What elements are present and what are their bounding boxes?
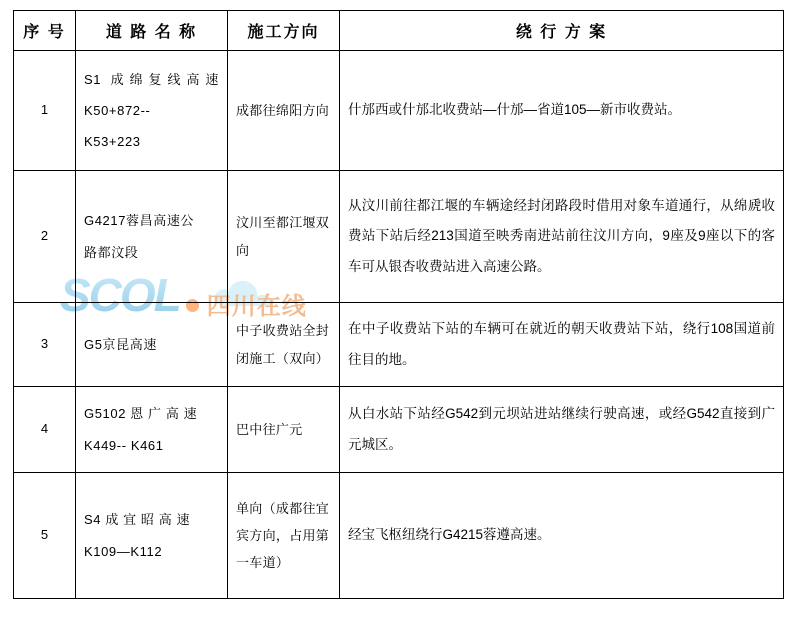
table-row: [14, 171, 784, 303]
table-row: [14, 51, 784, 171]
road-construction-table: [13, 10, 784, 599]
row-number: 3: [14, 303, 76, 387]
road-name-line: S4 成 宜 昭 高 速: [84, 512, 191, 528]
detour-plan: 什邡西或什邡北收费站—什邡—省道105—新市收费站。: [340, 51, 784, 171]
detour-plan: 在中子收费站下站的车辆可在就近的朝天收费站下站，绕行108国道前往目的地。: [340, 303, 784, 387]
road-name-line: G5102 恩 广 高 速: [84, 406, 198, 422]
road-name: [76, 387, 228, 473]
header-cell-detour-plan: 绕 行 方 案: [340, 11, 784, 51]
road-name: [76, 303, 228, 387]
header-cell-direction: 施工方向: [228, 11, 340, 51]
road-name-line: S1 成绵复线高速: [84, 71, 219, 87]
road-name-line: G4217蓉昌高速公: [84, 213, 195, 229]
detour-plan: 经宝飞枢纽绕行G4215蓉遵高速。: [340, 473, 784, 599]
road-name-line: G5京昆高速: [84, 336, 157, 352]
table-row: [14, 473, 784, 599]
road-name-line: K50+872--: [84, 102, 151, 118]
construction-direction: 汶川至都江堰双向: [228, 171, 340, 303]
construction-direction: 单向（成都往宜宾方向，占用第一车道）: [228, 473, 340, 599]
row-number: 4: [14, 387, 76, 473]
table-row: [14, 387, 784, 473]
road-name: [76, 473, 228, 599]
road-name-line: K449-- K461: [84, 437, 164, 453]
row-number: 5: [14, 473, 76, 599]
construction-direction: 巴中往广元: [228, 387, 340, 473]
detour-plan: 从白水站下站经G542到元坝站进站继续行驶高速，或经G542直接到广元城区。: [340, 387, 784, 473]
road-name: [76, 171, 228, 303]
header-cell-no: 序 号: [14, 11, 76, 51]
row-number: 1: [14, 51, 76, 171]
table-header: [14, 11, 784, 51]
road-name-line: K109—K112: [84, 543, 163, 559]
construction-direction: 中子收费站全封闭施工（双向）: [228, 303, 340, 387]
road-name: [76, 51, 228, 171]
watermark-logo-text: SCOL: [60, 269, 180, 321]
watermark-sub-text: 四川在线: [206, 292, 307, 320]
table-body: [14, 51, 784, 599]
header-cell-road-name: 道 路 名 称: [76, 11, 228, 51]
table-row: [14, 303, 784, 387]
road-name-line: K53+223: [84, 134, 141, 150]
row-number: 2: [14, 171, 76, 303]
table-header-row: [14, 11, 784, 51]
detour-plan: 从汶川前往都江堰的车辆途经封闭路段时借用对象车道通行，从绵虒收费站下站后经213国道至映秀南进站前往汶川方向，9座及9座以下的客车可从银杏收费站进入高速公路。: [340, 171, 784, 303]
road-name-line: 路都汶段: [84, 244, 139, 260]
construction-direction: 成都往绵阳方向: [228, 51, 340, 171]
document-page: [0, 10, 802, 631]
